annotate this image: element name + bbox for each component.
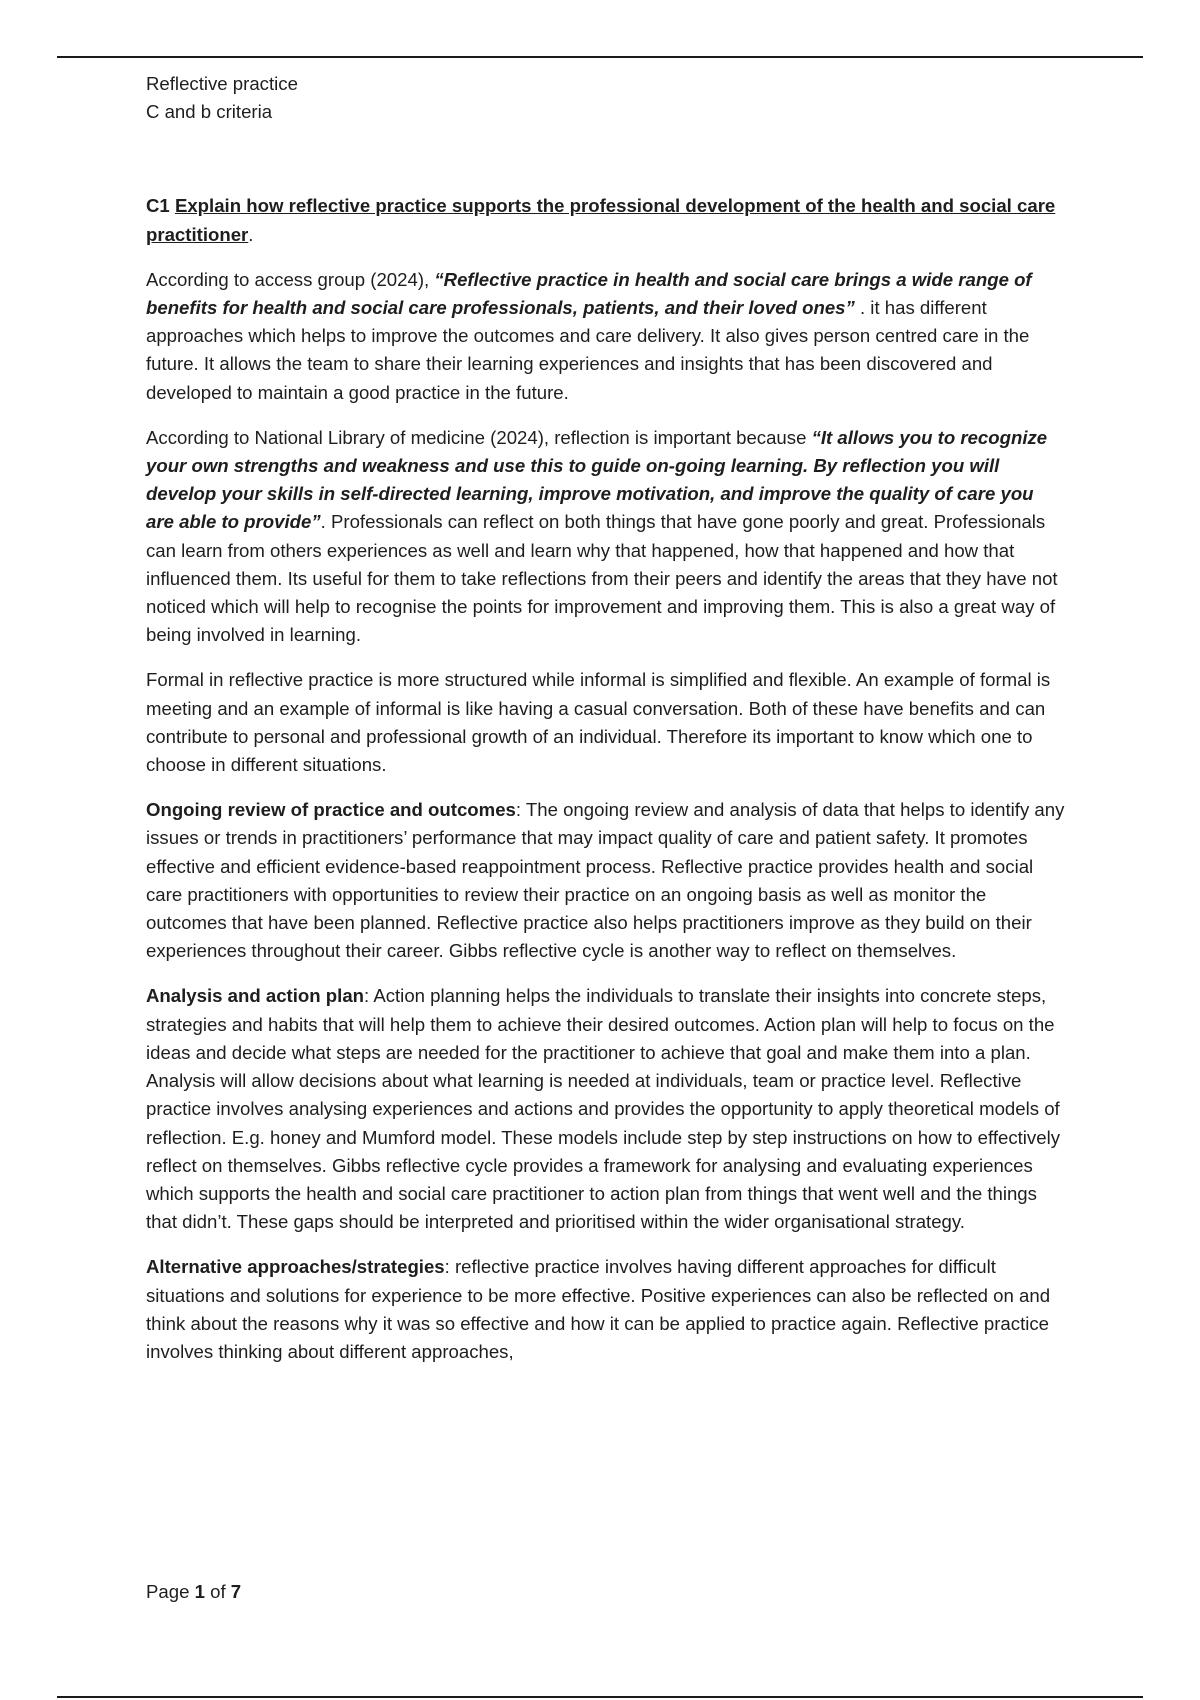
paragraph-analysis-action-plan [146, 982, 1066, 1236]
paragraph-lead: Ongoing review of practice and outcomes [146, 799, 516, 821]
section-title-text: Explain how reflective practice supports the professional development of the health and social care practitioner [146, 195, 1056, 245]
page-footer [146, 1578, 241, 1606]
section-title-end: . [248, 223, 254, 245]
header-subtitle: C and b criteria [146, 101, 273, 123]
paragraph-text: : Action planning helps the individuals to translate their insights into concrete steps, strategies and habits that will help them to achieve their desired outcomes. Action plan will help to focus on the ideas and decide what steps are needed for the practitioner to achieve that goal and make them into a plan. Analysis will allow decisions about what learning is needed at individuals, team or practice level. Reflective practice involves analysing experiences and actions and provides the opportunity to apply theoretical models of reflection. E.g. honey and Mumford model. These models include step by step instructions on how to effectively reflect on themselves. Gibbs reflective cycle provides a framework for analysing and evaluating experiences which supports the health and social care practitioner to action plan from things that went well and the things that didn’t. These gaps should be interpreted and prioritised within the wider organisational strategy. [146, 985, 1060, 1233]
paragraph-ongoing-review [146, 796, 1066, 965]
total-page-number: 7 [230, 1581, 242, 1602]
paragraph-alternative-approaches [146, 1253, 1066, 1366]
page-of-label: of [204, 1581, 231, 1602]
section-code: C1 [146, 195, 175, 217]
section-heading [146, 192, 1066, 248]
paragraph-text: . it has different approaches which helps to improve the outcomes and care delivery. It also gives person centred care in the future. It allows the team to share their learning experiences and insights that has been discovered and developed to maintain a good practice in the future. [146, 297, 1030, 403]
top-rule [57, 56, 1143, 58]
quote: “It allows you to recognize your own strengths and weakness and use this to guide on-going learning. By reflection you will develop your skills in self-directed learning, improve motivation, and improve the quality of care you are able to provide” [146, 426, 1048, 533]
header-title: Reflective practice [146, 73, 298, 94]
paragraph-formal-informal: Formal in reflective practice is more structured while informal is simplified and flexible. An example of formal is meeting and an example of informal is like having a casual conversation. Both of these have benefits and can contribute to personal and professional growth of an individual. Therefore its important to know which one to choose in different situations. [146, 669, 1051, 776]
paragraph-access-group [146, 266, 1066, 407]
quote: “Reflective practice in health and social care brings a wide range of benefits for health and social care professionals, patients, and their loved ones” [146, 268, 1032, 319]
paragraph-lead: Analysis and action plan [146, 985, 365, 1007]
paragraph-text: . Professionals can reflect on both things that have gone poorly and great. Professionals can learn from others experiences as well and learn why that happened, how that happened and how that influenced them. Its useful for them to take reflections from their peers and identify the areas that they have not noticed which will help to recognise the points for improvement and improving them. This is also a great way of being involved in learning. [146, 511, 1058, 646]
paragraph-text: According to National Library of medicine (2024), reflection is important because [146, 426, 812, 448]
document-body [146, 70, 1066, 1366]
paragraph-lead: Alternative approaches/strategies [146, 1256, 445, 1278]
paragraph-text: : The ongoing review and analysis of data that helps to identify any issues or trends in practitioners’ performance that may impact quality of care and patient safety. It promotes effective and efficient evidence-based reappointment process. Reflective practice provides health and social care practitioners with opportunities to review their practice on an ongoing basis as well as monitor the outcomes that have been planned. Reflective practice also helps practitioners improve as they build on their experiences throughout their career. Gibbs reflective cycle is another way to reflect on themselves. [146, 799, 1065, 962]
bottom-rule [57, 1696, 1143, 1698]
paragraph-text: : reflective practice involves having different approaches for difficult situations and solutions for experience to be more effective. Positive experiences can also be reflected on and think about the reasons why it was so effective and how it can be applied to practice again. Reflective practice involves thinking about different approaches, [146, 1256, 1051, 1362]
paragraph-text: According to access group (2024), [146, 268, 435, 290]
page-label: Page [146, 1581, 195, 1602]
paragraph-national-library [146, 424, 1066, 650]
current-page-number: 1 [194, 1581, 205, 1602]
